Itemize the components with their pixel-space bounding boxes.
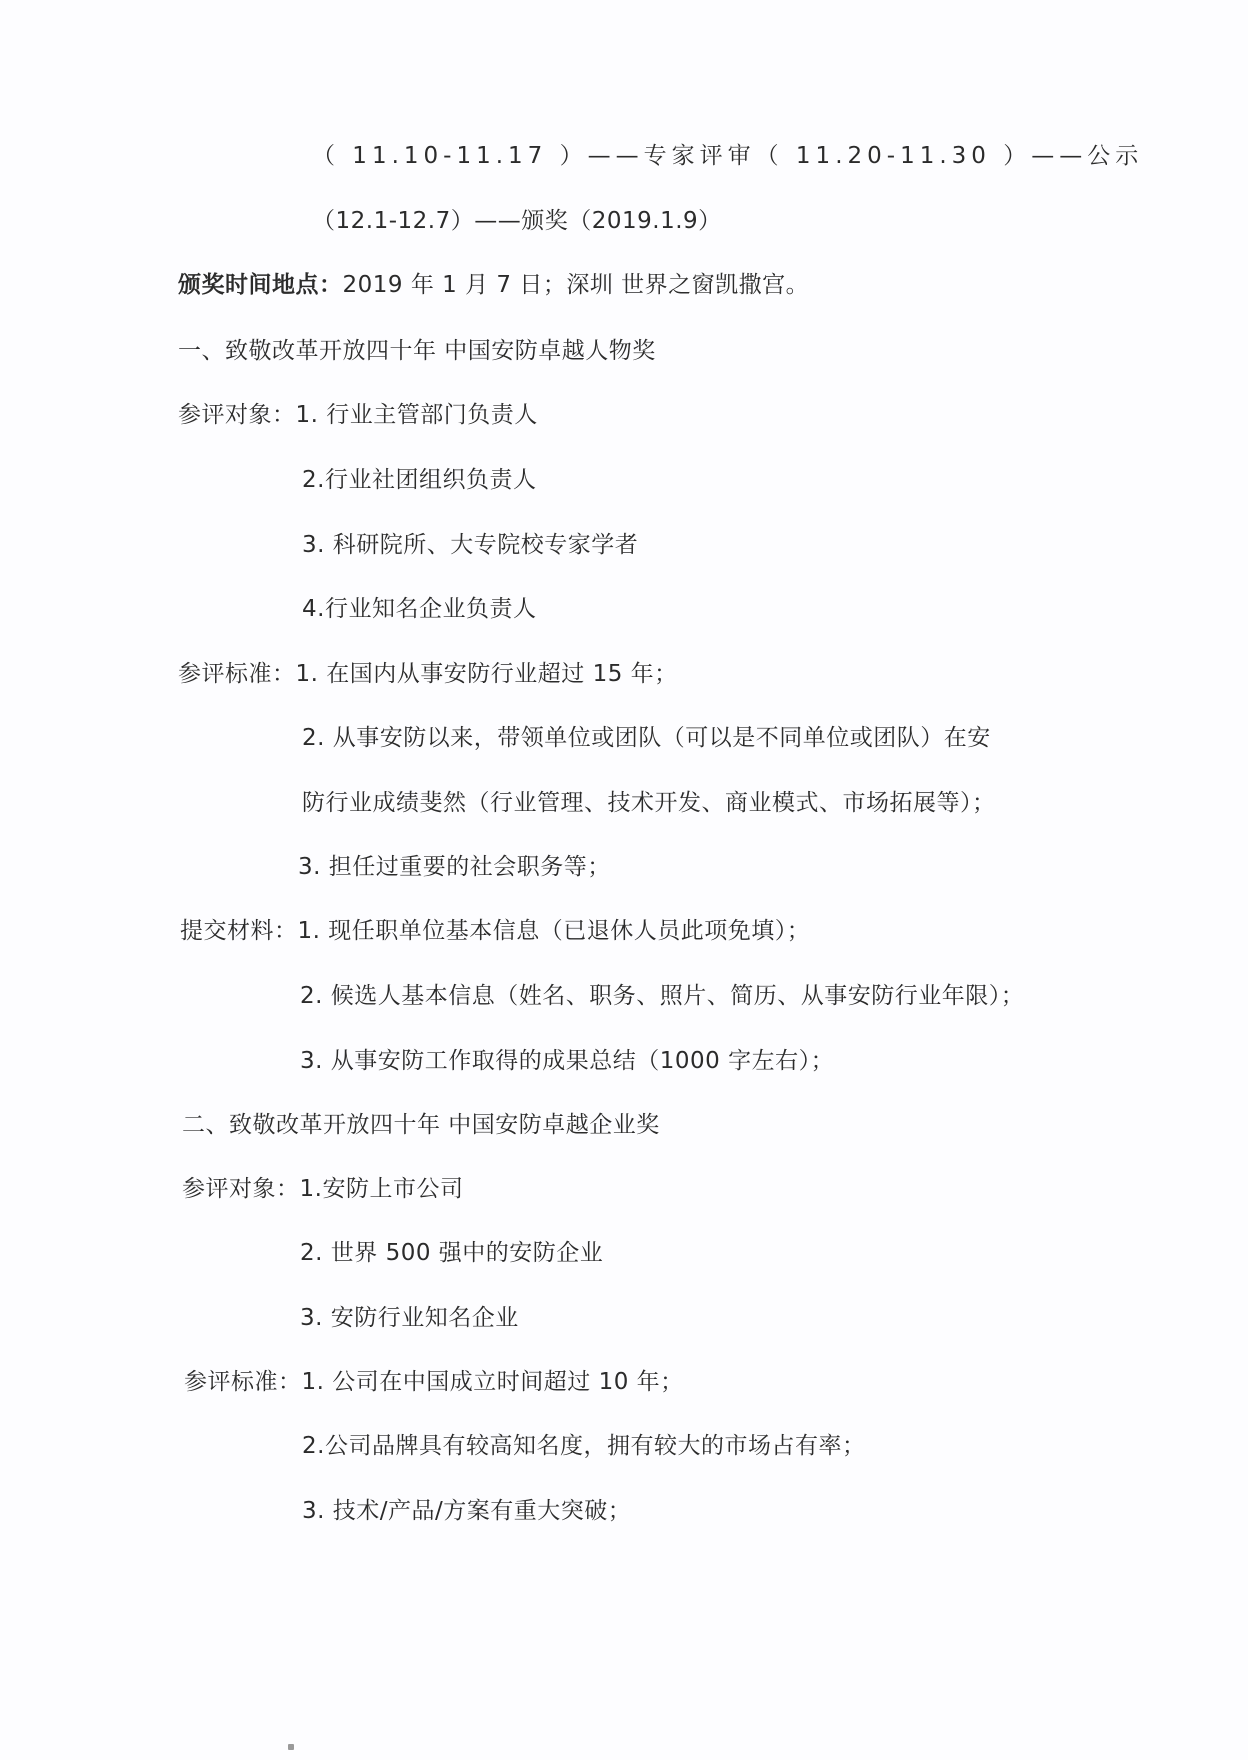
section1-materials-item: 3. 从事安防工作取得的成果总结（1000 字左右）； bbox=[300, 1048, 835, 1074]
section2-criteria-item: 2.公司品牌具有较高知名度，拥有较大的市场占有率； bbox=[302, 1433, 866, 1459]
section1-criteria-item: 1. 在国内从事安防行业超过 15 年； bbox=[295, 661, 678, 687]
section1-target-item: 4.行业知名企业负责人 bbox=[302, 596, 537, 622]
section1-materials-item: 2. 候选人基本信息（姓名、职务、照片、简历、从事安防行业年限）； bbox=[300, 983, 1025, 1009]
section1-criteria-item: 2. 从事安防以来，带领单位或团队（可以是不同单位或团队）在安 bbox=[302, 725, 991, 751]
section2-title: 二、致敬改革开放四十年 中国安防卓越企业奖 bbox=[182, 1112, 660, 1138]
section1-materials-label: 提交材料： bbox=[180, 918, 298, 944]
section2-target-item: 2. 世界 500 强中的安防企业 bbox=[300, 1240, 604, 1266]
section1-target-item: 2.行业社团组织负责人 bbox=[302, 467, 537, 493]
section1-materials-row bbox=[180, 916, 810, 946]
schedule-line-2: （12.1-12.7）——颁奖（2019.1.9） bbox=[312, 208, 722, 234]
section2-criteria-row bbox=[184, 1367, 684, 1397]
schedule-line-1: （ 11.10-11.17 ）——专家评审（ 11.20-11.30 ）——公示 bbox=[312, 143, 1144, 169]
section2-criteria-label: 参评标准： bbox=[184, 1369, 302, 1395]
ceremony-line bbox=[178, 270, 809, 300]
section1-target-item: 1. 行业主管部门负责人 bbox=[295, 402, 538, 428]
scan-artifact bbox=[288, 1744, 294, 1750]
section2-target-item: 3. 安防行业知名企业 bbox=[300, 1305, 519, 1331]
section1-target-item: 3. 科研院所、大专院校专家学者 bbox=[302, 532, 639, 558]
section2-targets-row bbox=[182, 1174, 463, 1204]
section1-criteria-continuation: 防行业成绩斐然（行业管理、技术开发、商业模式、市场拓展等）； bbox=[302, 790, 996, 816]
section2-criteria-item: 3. 技术/产品/方案有重大突破； bbox=[302, 1498, 632, 1524]
ceremony-value: 2019 年 1 月 7 日；深圳 世界之窗凯撒宫。 bbox=[342, 272, 810, 298]
section1-targets-row bbox=[178, 400, 538, 430]
section2-targets-label: 参评对象： bbox=[182, 1176, 300, 1202]
section1-criteria-row bbox=[178, 659, 678, 689]
section2-criteria-item: 1. 公司在中国成立时间超过 10 年； bbox=[301, 1369, 684, 1395]
section1-criteria-label: 参评标准： bbox=[178, 661, 296, 687]
section1-criteria-item: 3. 担任过重要的社会职务等； bbox=[298, 854, 611, 880]
section1-targets-label: 参评对象： bbox=[178, 402, 296, 428]
section1-materials-item: 1. 现任职单位基本信息（已退休人员此项免填）； bbox=[297, 918, 811, 944]
section1-title: 一、致敬改革开放四十年 中国安防卓越人物奖 bbox=[178, 338, 656, 364]
section2-target-item: 1.安防上市公司 bbox=[299, 1176, 464, 1202]
ceremony-label: 颁奖时间地点： bbox=[178, 272, 343, 298]
